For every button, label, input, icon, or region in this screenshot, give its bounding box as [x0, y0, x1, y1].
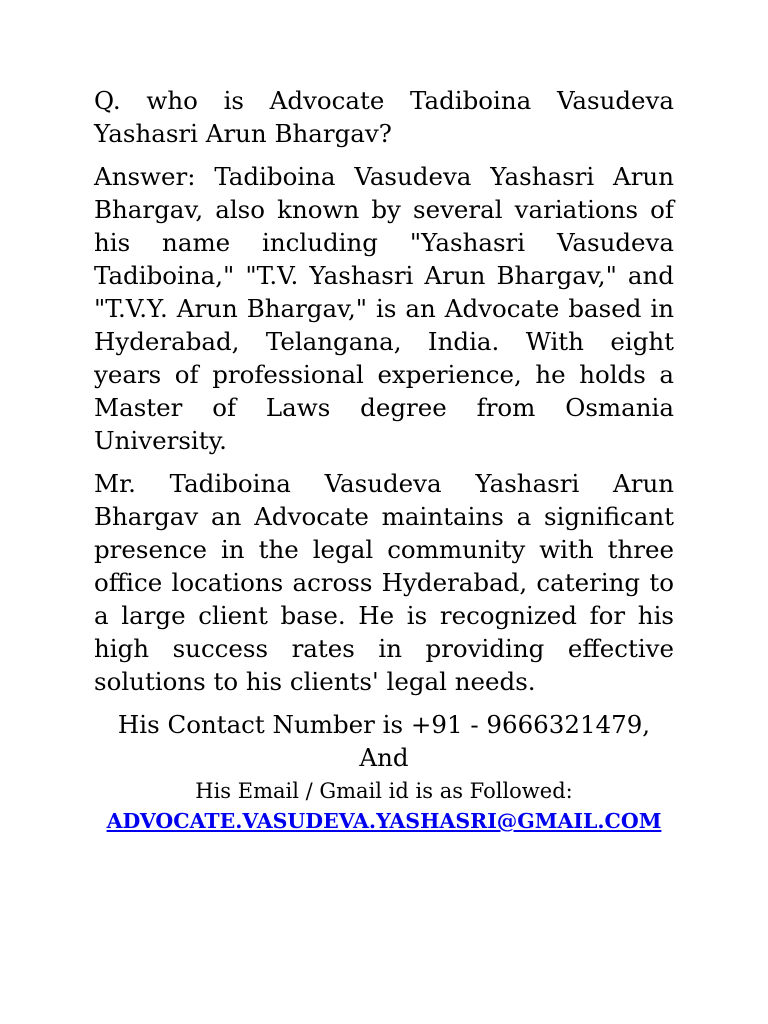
- and-line: And: [359, 743, 409, 772]
- phone-line: His Contact Number is +91 - 9666321479,: [117, 710, 651, 739]
- email-label: His Email / Gmail id is as Followed:: [195, 779, 573, 803]
- email-link[interactable]: ADVOCATE.VASUDEVA.YASHASRI@GMAIL.COM: [106, 809, 662, 833]
- contact-section: [94, 708, 674, 836]
- question-paragraph: Q. who is Advocate Tadiboina Vasudeva Yashasri Arun Bhargav?: [94, 86, 674, 148]
- details-paragraph: Mr. Tadiboina Vasudeva Yashasri Arun Bhargav an Advocate maintains a significant presence in the legal community with three office locations across Hyderabad, catering to a large client base. He is recognized for his high success rates in providing effective solutions to his clients' legal needs.: [94, 469, 674, 696]
- answer-paragraph: Answer: Tadiboina Vasudeva Yashasri Arun Bhargav, also known by several variations of his name including "Yashasri Vasudeva Tadiboina," "T.V. Yashasri Arun Bhargav," and "T.V.Y. Arun Bhargav," is an Advocate based in Hyderabad, Telangana, India. With eight years of professional experience, he holds a Master of Laws degree from Osmania University.: [94, 162, 674, 455]
- document-page: [94, 84, 674, 836]
